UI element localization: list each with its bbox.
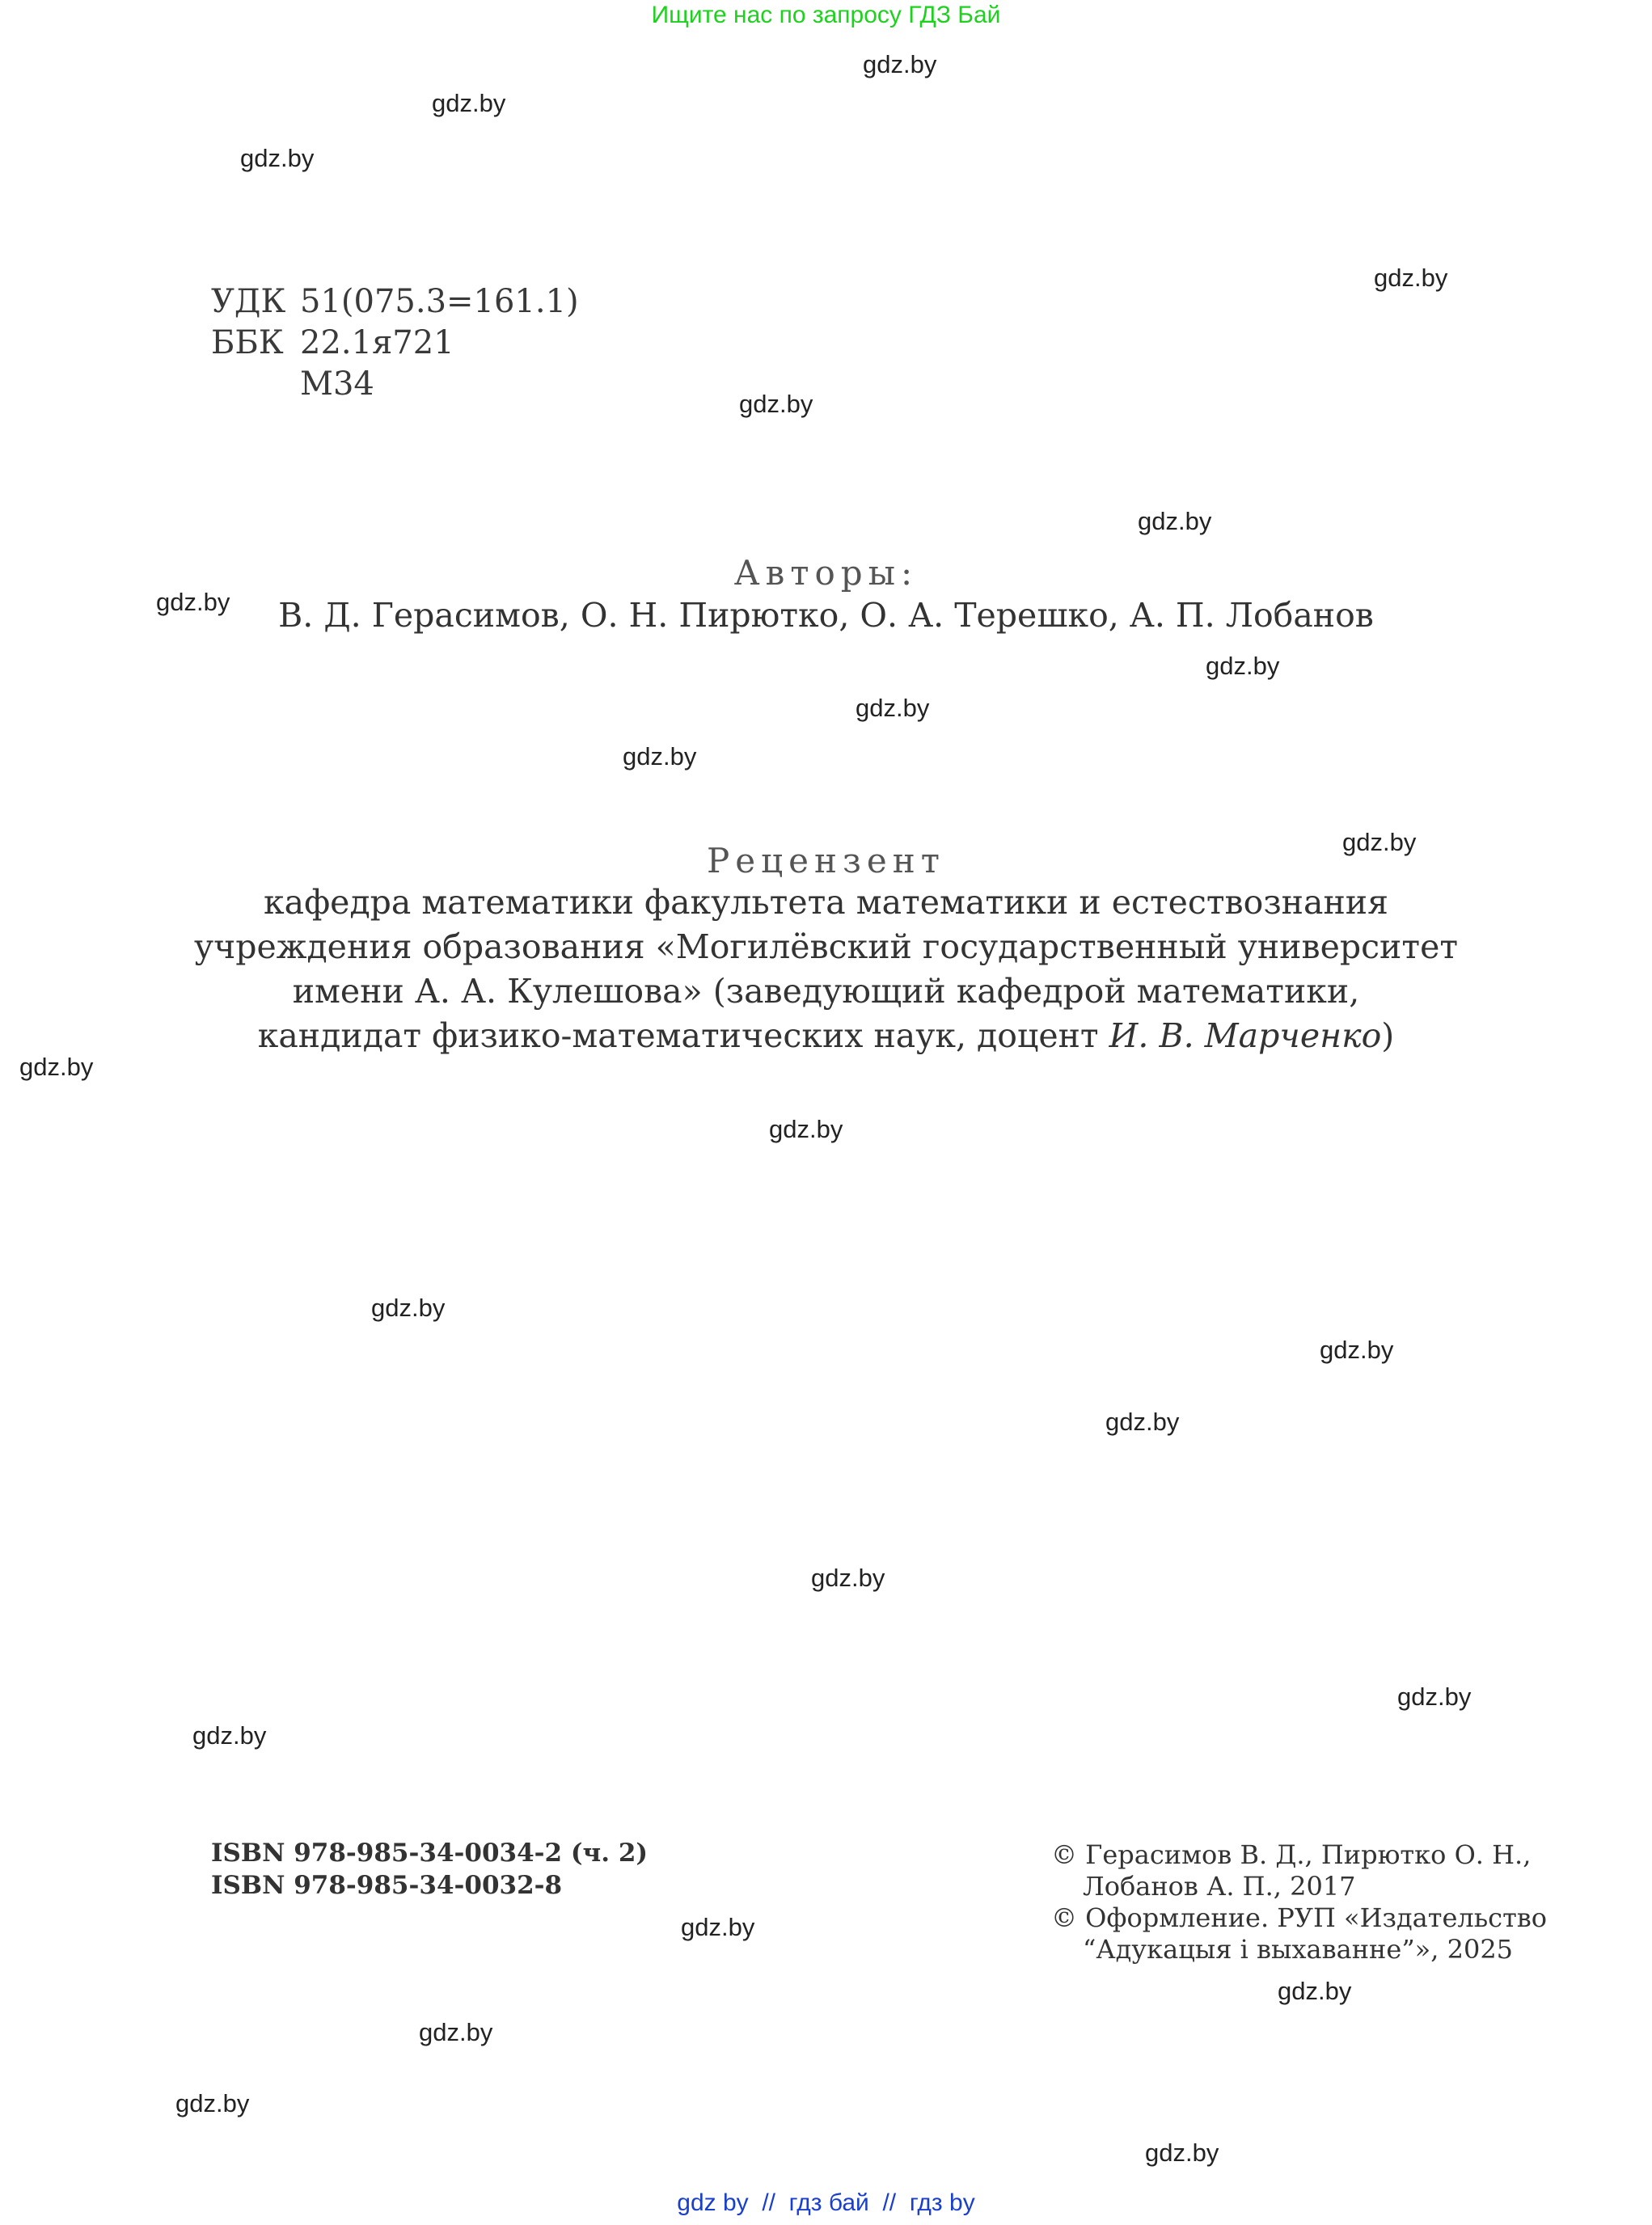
- reviewer-text: [0, 880, 1652, 1058]
- copyright-line: Лобанов А. П., 2017: [1083, 1871, 1356, 1902]
- isbn-block: [211, 1837, 648, 1902]
- authors-names: В. Д. Герасимов, О. Н. Пирютко, О. А. Терешко, А. П. Лобанов: [278, 596, 1374, 635]
- author-code: М34: [300, 365, 374, 403]
- reviewer-line: имени А. А. Кулешова» (заведующий кафедрой математики,: [292, 972, 1360, 1011]
- watermark: gdz.by: [419, 2018, 493, 2046]
- watermark: gdz.by: [156, 588, 230, 616]
- top-banner[interactable]: Ищите нас по запросу ГДЗ Бай: [651, 2, 1001, 28]
- watermark: gdz.by: [1397, 1682, 1472, 1711]
- watermark: gdz.by: [811, 1564, 885, 1592]
- watermark: gdz.by: [1320, 1336, 1394, 1364]
- watermark: gdz.by: [432, 89, 506, 117]
- copyright-line: “Адукацыя і выхаванне”», 2025: [1083, 1934, 1514, 1965]
- reviewer-head-name: И. В. Марченко: [1109, 1016, 1382, 1055]
- watermark: gdz.by: [371, 1294, 446, 1322]
- watermark: gdz.by: [856, 694, 930, 722]
- watermark: gdz.by: [1374, 264, 1448, 292]
- bbk-value: 22.1я721: [300, 324, 454, 361]
- watermark: gdz.by: [1145, 2138, 1219, 2167]
- copyright-line: © Герасимов В. Д., Пирютко О. Н.,: [1051, 1839, 1532, 1870]
- footer-links[interactable]: gdz by // гдз бай // гдз by: [677, 2189, 975, 2216]
- reviewer-line: кандидат физико-математических наук, доцент И. В. Марченко): [257, 1016, 1395, 1055]
- watermark: gdz.by: [19, 1053, 94, 1081]
- watermark: gdz.by: [1206, 652, 1280, 680]
- watermark: gdz.by: [240, 144, 315, 172]
- watermark: gdz.by: [623, 742, 697, 771]
- authors-section: [0, 553, 1652, 635]
- bbk-label: ББК: [211, 324, 284, 361]
- udk-label: УДК: [211, 283, 286, 320]
- watermark: gdz.by: [769, 1115, 843, 1143]
- authors-heading: Авторы:: [733, 553, 919, 593]
- copyright-block: [1051, 1839, 1547, 1965]
- watermark: gdz.by: [1278, 1977, 1352, 2005]
- watermark: gdz.by: [1105, 1408, 1180, 1436]
- watermark: gdz.by: [1342, 828, 1417, 856]
- reviewer-line: учреждения образования «Могилёвский государственный университет: [193, 927, 1459, 966]
- watermark: gdz.by: [681, 1913, 755, 1941]
- reviewer-section: [0, 841, 1652, 1058]
- watermark: gdz.by: [1138, 507, 1212, 535]
- watermark: gdz.by: [192, 1721, 267, 1750]
- reviewer-heading: Рецензент: [707, 841, 945, 880]
- isbn-set: ISBN 978-985-34-0032-8: [211, 1871, 563, 1900]
- watermark: gdz.by: [739, 390, 813, 418]
- reviewer-line: кафедра математики факультета математики и естествознания: [264, 883, 1388, 922]
- watermark: gdz.by: [175, 2089, 250, 2117]
- copyright-line: © Оформление. РУП «Издательство: [1051, 1902, 1548, 1933]
- udk-value: 51(075.3=161.1): [300, 283, 579, 320]
- watermark: gdz.by: [863, 50, 937, 78]
- udc-block: [211, 281, 579, 405]
- isbn-part2: ISBN 978-985-34-0034-2 (ч. 2): [211, 1839, 649, 1868]
